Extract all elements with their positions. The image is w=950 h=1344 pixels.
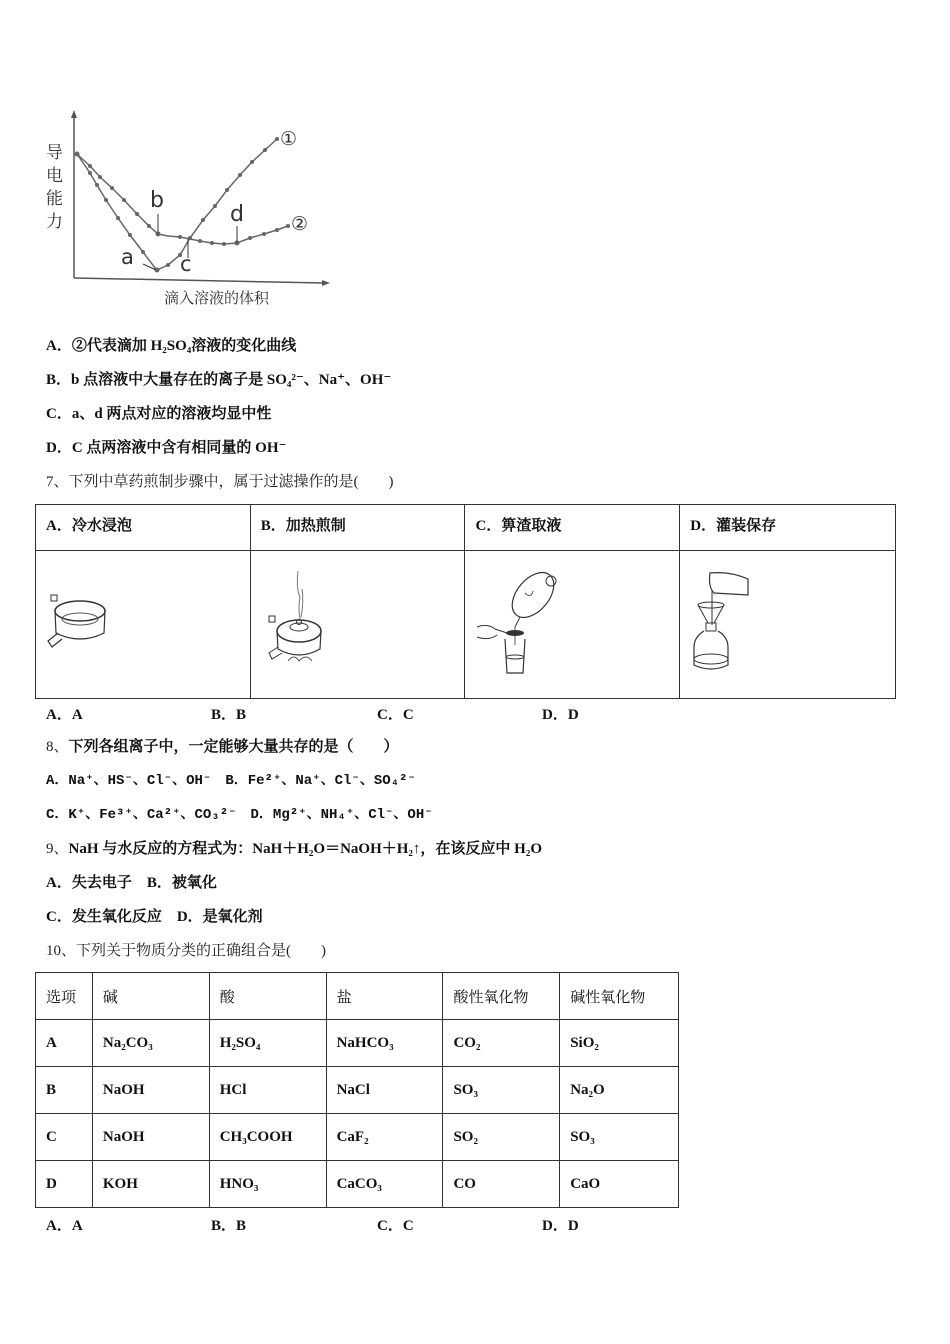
q8-options-line2: C．K⁺、Fe³⁺、Ca²⁺、CO₃²⁻ D．Mg²⁺、NH₄⁺、Cl⁻、OH⁻ <box>46 807 433 823</box>
q7-options-table <box>35 504 896 699</box>
table-row <box>36 1067 679 1114</box>
header-cell: 盐 <box>326 973 443 1020</box>
q9-options-line1: A．失去电子 B．被氧化 <box>46 875 217 891</box>
table-cell: SO₃ <box>560 1114 679 1161</box>
table-cell: Na₂O <box>560 1067 679 1114</box>
y-axis-label <box>46 142 66 234</box>
table-cell: Na₂CO₃ <box>92 1020 209 1067</box>
q7-image-cell-c <box>465 551 680 699</box>
point-label-d: d <box>230 202 244 227</box>
table-cell: D <box>36 1161 93 1208</box>
q6-option-a: A．②代表滴加 H₂SO₄溶液的变化曲线 <box>46 338 297 354</box>
point-label-b: b <box>150 188 164 213</box>
header-cell: 酸性氧化物 <box>443 973 560 1020</box>
table-cell: HNO₃ <box>209 1161 326 1208</box>
table-cell: KOH <box>92 1161 209 1208</box>
y-label-char: 导 <box>46 143 63 163</box>
table-cell: SO₂ <box>443 1114 560 1161</box>
q10-stem: 10、下列关于物质分类的正确组合是( ) <box>46 943 327 959</box>
q9-stem: 9、NaH 与水反应的方程式为：NaH＋H₂O＝NaOH＋H₂↑，在该反应中 H₂O <box>46 841 543 857</box>
y-label-char: 能 <box>46 189 63 209</box>
point-label-a: a <box>121 245 134 269</box>
q7-stem: 7、下列中草药煎制步骤中，属于过滤操作的是( ) <box>46 474 394 490</box>
table-header-row <box>36 973 679 1020</box>
q6-option-d: D．C 点两溶液中含有相同量的 OH⁻ <box>46 440 287 456</box>
q10-classification-table <box>35 972 679 1208</box>
x-axis-label: 滴入溶液的体积 <box>164 289 270 307</box>
table-cell: NaHCO₃ <box>326 1020 443 1067</box>
q7-answer-d[interactable]: D．D <box>542 707 579 723</box>
filter-pouring-icon <box>475 567 565 677</box>
pot-soaking-icon <box>46 589 111 654</box>
q6-option-b: B．b 点溶液中大量存在的离子是 SO₄²⁻、Na⁺、OH⁻ <box>46 372 392 388</box>
pot-boiling-icon <box>266 569 336 669</box>
q10-answer-c[interactable]: C．C <box>377 1218 414 1234</box>
q7-header-c: C．箅渣取液 <box>465 505 680 551</box>
q8-stem: 8、下列各组离子中，一定能够大量共存的是（ ） <box>46 739 399 755</box>
q7-answer-a[interactable]: A．A <box>46 707 83 723</box>
table-cell: B <box>36 1067 93 1114</box>
conductivity-graph <box>40 110 340 310</box>
curve-label-1: ① <box>280 128 298 150</box>
bottle-funnel-icon <box>690 565 770 675</box>
table-cell: CH₃COOH <box>209 1114 326 1161</box>
table-cell: SO₃ <box>443 1067 560 1114</box>
table-cell: CaCO₃ <box>326 1161 443 1208</box>
table-cell: CaF₂ <box>326 1114 443 1161</box>
q6-option-c: C．a、d 两点对应的溶液均显中性 <box>46 406 272 422</box>
table-cell: A <box>36 1020 93 1067</box>
q7-image-cell-d <box>680 551 896 699</box>
header-cell: 酸 <box>209 973 326 1020</box>
q7-image-cell-b <box>250 551 465 699</box>
q9-options-line2: C．发生氧化反应 D．是氧化剂 <box>46 909 263 925</box>
q10-answer-d[interactable]: D．D <box>542 1218 579 1234</box>
table-cell: NaOH <box>92 1067 209 1114</box>
q7-header-d: D．灌装保存 <box>680 505 896 551</box>
q10-answer-a[interactable]: A．A <box>46 1218 83 1234</box>
point-label-c: c <box>180 252 192 276</box>
curve-label-2: ② <box>291 213 309 235</box>
table-cell: C <box>36 1114 93 1161</box>
table-cell: NaOH <box>92 1114 209 1161</box>
y-label-char: 力 <box>46 212 63 232</box>
table-cell: CO <box>443 1161 560 1208</box>
q7-header-b: B．加热煎制 <box>250 505 465 551</box>
table-cell: H₂SO₄ <box>209 1020 326 1067</box>
table-cell: SiO₂ <box>560 1020 679 1067</box>
header-cell: 选项 <box>36 973 93 1020</box>
table-row <box>36 1114 679 1161</box>
table-row <box>36 1020 679 1067</box>
table-cell: CaO <box>560 1161 679 1208</box>
q7-header-a: A．冷水浸泡 <box>36 505 251 551</box>
table-cell: NaCl <box>326 1067 443 1114</box>
table-row <box>36 1161 679 1208</box>
q7-answer-b[interactable]: B．B <box>211 707 247 723</box>
y-label-char: 电 <box>46 166 63 186</box>
table-cell: CO₂ <box>443 1020 560 1067</box>
header-cell: 碱 <box>92 973 209 1020</box>
table-cell: HCl <box>209 1067 326 1114</box>
q7-image-cell-a <box>36 551 251 699</box>
q8-options-line1: A．Na⁺、HS⁻、Cl⁻、OH⁻ B．Fe²⁺、Na⁺、Cl⁻、SO₄²⁻ <box>46 773 416 789</box>
q10-answer-b[interactable]: B．B <box>211 1218 247 1234</box>
header-cell: 碱性氧化物 <box>560 973 679 1020</box>
q7-answer-c[interactable]: C．C <box>377 707 414 723</box>
